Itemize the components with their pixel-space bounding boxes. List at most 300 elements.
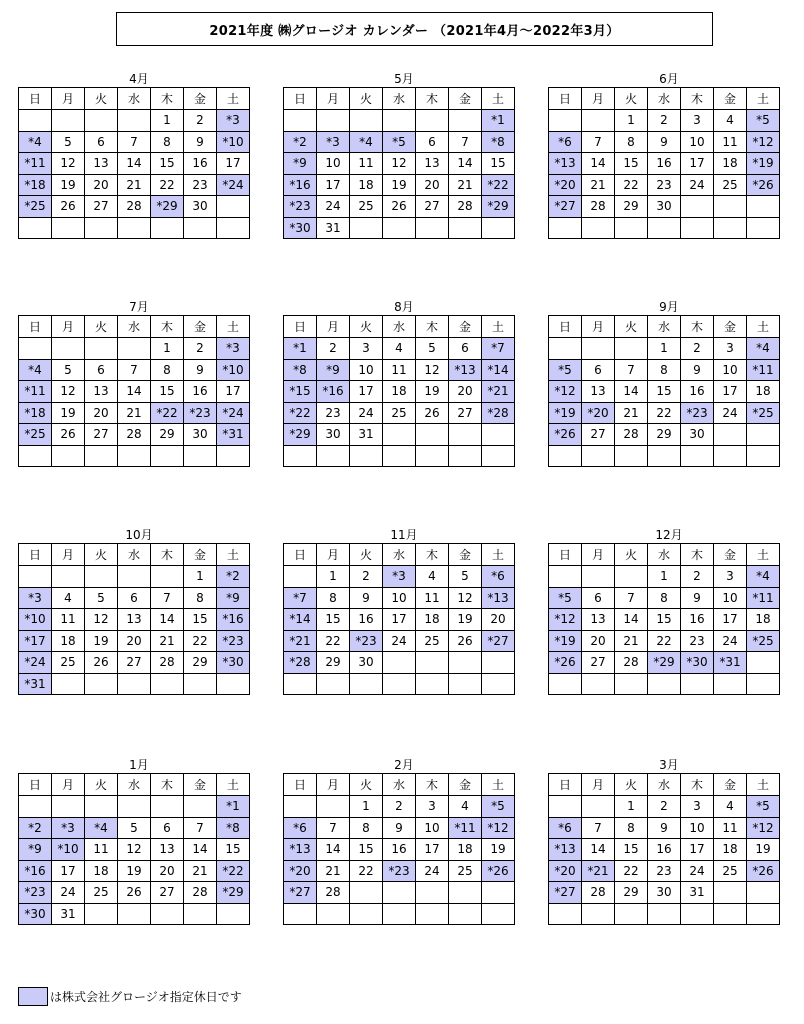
day-cell: 26 xyxy=(85,652,118,674)
day-cell: 25 xyxy=(350,196,383,218)
weekday-header-row xyxy=(19,88,250,110)
day-cell: 12 xyxy=(449,587,482,609)
day-cell: 28 xyxy=(615,652,648,674)
day-cell: 17 xyxy=(714,381,747,403)
day-cell: 11 xyxy=(52,609,85,631)
day-cell: 9 xyxy=(648,131,681,153)
day-cell: 15 xyxy=(151,153,184,175)
weekday-header: 日 xyxy=(284,88,317,110)
day-cell: 26 xyxy=(383,196,416,218)
holiday-swatch xyxy=(18,987,48,1006)
holiday-day-cell: *23 xyxy=(350,630,383,652)
holiday-day-cell: *12 xyxy=(747,131,780,153)
day-cell: 27 xyxy=(85,424,118,446)
day-cell: 28 xyxy=(184,882,217,904)
day-cell: 18 xyxy=(747,381,780,403)
day-cell: 27 xyxy=(582,652,615,674)
week-row xyxy=(284,882,515,904)
week-row xyxy=(19,839,250,861)
day-cell: 23 xyxy=(648,860,681,882)
holiday-day-cell: *27 xyxy=(284,882,317,904)
empty-cell xyxy=(151,566,184,588)
day-cell: 27 xyxy=(151,882,184,904)
holiday-day-cell: *8 xyxy=(217,817,250,839)
day-cell: 26 xyxy=(449,630,482,652)
week-row xyxy=(549,860,780,882)
week-row xyxy=(19,131,250,153)
empty-cell xyxy=(217,196,250,218)
weekday-header: 日 xyxy=(549,544,582,566)
weekday-header: 木 xyxy=(416,774,449,796)
day-cell: 18 xyxy=(714,153,747,175)
day-cell: 21 xyxy=(151,630,184,652)
weekday-header: 火 xyxy=(350,88,383,110)
day-cell: 4 xyxy=(52,587,85,609)
empty-cell xyxy=(118,338,151,360)
holiday-day-cell: *13 xyxy=(449,359,482,381)
empty-cell xyxy=(681,196,714,218)
week-row xyxy=(549,217,780,239)
weekday-header: 木 xyxy=(681,88,714,110)
day-cell: 2 xyxy=(184,110,217,132)
day-cell: 13 xyxy=(118,609,151,631)
day-cell: 19 xyxy=(449,609,482,631)
day-cell: 18 xyxy=(383,381,416,403)
holiday-day-cell: *19 xyxy=(549,402,582,424)
holiday-day-cell: *1 xyxy=(482,110,515,132)
day-cell: 1 xyxy=(184,566,217,588)
holiday-day-cell: *19 xyxy=(549,630,582,652)
holiday-day-cell: *7 xyxy=(284,587,317,609)
day-cell: 7 xyxy=(449,131,482,153)
weekday-header: 月 xyxy=(52,316,85,338)
calendar-title: 2021年度 ㈱グロージオ カレンダー （2021年4月～2022年3月） xyxy=(116,12,713,46)
empty-cell xyxy=(714,424,747,446)
holiday-day-cell: *20 xyxy=(549,174,582,196)
day-cell: 11 xyxy=(714,817,747,839)
holiday-day-cell: *8 xyxy=(284,359,317,381)
weekday-header: 火 xyxy=(85,544,118,566)
month-calendar xyxy=(283,300,515,467)
week-row xyxy=(549,153,780,175)
weekday-header: 水 xyxy=(648,774,681,796)
empty-cell xyxy=(747,903,780,925)
day-cell: 17 xyxy=(217,381,250,403)
empty-cell xyxy=(350,882,383,904)
holiday-day-cell: *16 xyxy=(284,174,317,196)
day-cell: 26 xyxy=(52,424,85,446)
empty-cell xyxy=(184,673,217,695)
week-row xyxy=(284,381,515,403)
day-cell: 27 xyxy=(449,402,482,424)
empty-cell xyxy=(449,882,482,904)
day-cell: 6 xyxy=(85,359,118,381)
day-cell: 11 xyxy=(383,359,416,381)
empty-cell xyxy=(714,882,747,904)
empty-cell xyxy=(317,673,350,695)
day-cell: 19 xyxy=(747,839,780,861)
holiday-day-cell: *25 xyxy=(747,630,780,652)
weekday-header: 日 xyxy=(284,774,317,796)
weekday-header: 土 xyxy=(482,544,515,566)
day-cell: 8 xyxy=(317,587,350,609)
weekday-header: 水 xyxy=(383,88,416,110)
empty-cell xyxy=(582,445,615,467)
day-cell: 18 xyxy=(449,839,482,861)
day-cell: 28 xyxy=(582,196,615,218)
weekday-header: 火 xyxy=(615,774,648,796)
empty-cell xyxy=(714,217,747,239)
day-cell: 13 xyxy=(416,153,449,175)
day-cell: 30 xyxy=(648,882,681,904)
month-label: 5月 xyxy=(394,72,414,86)
weekday-header: 月 xyxy=(52,544,85,566)
day-cell: 10 xyxy=(350,359,383,381)
empty-cell xyxy=(747,882,780,904)
day-cell: 17 xyxy=(681,839,714,861)
empty-cell xyxy=(449,217,482,239)
weekday-header: 木 xyxy=(681,316,714,338)
week-row xyxy=(284,630,515,652)
day-cell: 8 xyxy=(615,131,648,153)
week-row xyxy=(19,903,250,925)
empty-cell xyxy=(217,217,250,239)
day-cell: 28 xyxy=(118,424,151,446)
day-cell: 24 xyxy=(714,630,747,652)
day-cell: 7 xyxy=(615,587,648,609)
empty-cell xyxy=(747,196,780,218)
holiday-day-cell: *4 xyxy=(747,338,780,360)
day-cell: 1 xyxy=(615,796,648,818)
day-cell: 12 xyxy=(52,153,85,175)
week-row xyxy=(549,630,780,652)
holiday-day-cell: *20 xyxy=(549,860,582,882)
holiday-day-cell: *5 xyxy=(549,587,582,609)
day-cell: 7 xyxy=(582,817,615,839)
empty-cell xyxy=(151,217,184,239)
holiday-day-cell: *30 xyxy=(19,903,52,925)
holiday-day-cell: *29 xyxy=(151,196,184,218)
day-cell: 30 xyxy=(184,424,217,446)
day-cell: 13 xyxy=(85,381,118,403)
week-row xyxy=(549,110,780,132)
day-cell: 5 xyxy=(52,359,85,381)
day-cell: 21 xyxy=(118,174,151,196)
week-row xyxy=(284,445,515,467)
weekday-header: 日 xyxy=(284,316,317,338)
holiday-day-cell: *12 xyxy=(549,609,582,631)
day-cell: 9 xyxy=(184,131,217,153)
day-cell: 12 xyxy=(85,609,118,631)
month-label: 4月 xyxy=(129,72,149,86)
day-cell: 8 xyxy=(648,359,681,381)
weekday-header: 水 xyxy=(118,316,151,338)
month-label: 6月 xyxy=(659,72,679,86)
week-row xyxy=(549,381,780,403)
week-row xyxy=(549,796,780,818)
week-row xyxy=(19,217,250,239)
day-cell: 15 xyxy=(615,153,648,175)
day-cell: 1 xyxy=(350,796,383,818)
weekday-header: 金 xyxy=(714,544,747,566)
weekday-header: 金 xyxy=(449,316,482,338)
day-cell: 4 xyxy=(416,566,449,588)
weekday-header-row xyxy=(284,316,515,338)
weekday-header: 土 xyxy=(747,774,780,796)
week-row xyxy=(284,587,515,609)
month-calendar xyxy=(548,528,780,695)
empty-cell xyxy=(383,424,416,446)
day-cell: 8 xyxy=(648,587,681,609)
day-cell: 4 xyxy=(714,110,747,132)
holiday-day-cell: *23 xyxy=(184,402,217,424)
day-cell: 6 xyxy=(582,359,615,381)
weekday-header: 水 xyxy=(648,316,681,338)
empty-cell xyxy=(482,445,515,467)
day-cell: 14 xyxy=(449,153,482,175)
day-cell: 19 xyxy=(416,381,449,403)
weekday-header: 土 xyxy=(482,88,515,110)
weekday-header: 水 xyxy=(383,316,416,338)
weekday-header: 月 xyxy=(317,774,350,796)
day-cell: 11 xyxy=(416,587,449,609)
weekday-header: 土 xyxy=(747,316,780,338)
week-row xyxy=(284,903,515,925)
holiday-day-cell: *9 xyxy=(284,153,317,175)
day-cell: 3 xyxy=(714,566,747,588)
day-cell: 20 xyxy=(482,609,515,631)
empty-cell xyxy=(615,217,648,239)
week-row xyxy=(549,882,780,904)
weekday-header: 金 xyxy=(184,774,217,796)
empty-cell xyxy=(648,903,681,925)
day-cell: 5 xyxy=(118,817,151,839)
empty-cell xyxy=(19,217,52,239)
day-cell: 18 xyxy=(747,609,780,631)
month-calendar xyxy=(18,758,250,925)
day-cell: 2 xyxy=(648,796,681,818)
weekday-header: 金 xyxy=(449,774,482,796)
empty-cell xyxy=(151,673,184,695)
holiday-day-cell: *3 xyxy=(217,110,250,132)
day-cell: 15 xyxy=(151,381,184,403)
weekday-header: 月 xyxy=(317,544,350,566)
day-cell: 22 xyxy=(151,174,184,196)
empty-cell xyxy=(52,110,85,132)
empty-cell xyxy=(582,338,615,360)
holiday-day-cell: *9 xyxy=(317,359,350,381)
holiday-day-cell: *29 xyxy=(217,882,250,904)
empty-cell xyxy=(118,903,151,925)
holiday-day-cell: *6 xyxy=(549,131,582,153)
holiday-day-cell: *21 xyxy=(482,381,515,403)
empty-cell xyxy=(714,903,747,925)
holiday-day-cell: *4 xyxy=(19,359,52,381)
weekday-header: 金 xyxy=(449,544,482,566)
empty-cell xyxy=(52,566,85,588)
day-cell: 5 xyxy=(85,587,118,609)
day-cell: 28 xyxy=(582,882,615,904)
weekday-header-row xyxy=(19,544,250,566)
holiday-day-cell: *18 xyxy=(19,402,52,424)
day-cell: 29 xyxy=(615,882,648,904)
holiday-day-cell: *12 xyxy=(482,817,515,839)
weekday-header: 水 xyxy=(648,88,681,110)
empty-cell xyxy=(416,882,449,904)
empty-cell xyxy=(350,903,383,925)
empty-cell xyxy=(416,903,449,925)
day-cell: 29 xyxy=(648,424,681,446)
empty-cell xyxy=(217,673,250,695)
holiday-day-cell: *27 xyxy=(549,882,582,904)
holiday-day-cell: *28 xyxy=(284,652,317,674)
holiday-day-cell: *13 xyxy=(284,839,317,861)
weekday-header: 土 xyxy=(217,544,250,566)
empty-cell xyxy=(317,110,350,132)
weekday-header: 金 xyxy=(714,316,747,338)
day-cell: 26 xyxy=(416,402,449,424)
holiday-day-cell: *6 xyxy=(284,817,317,839)
day-cell: 20 xyxy=(118,630,151,652)
week-row xyxy=(549,196,780,218)
day-cell: 29 xyxy=(184,652,217,674)
day-cell: 17 xyxy=(383,609,416,631)
week-row xyxy=(19,359,250,381)
holiday-day-cell: *23 xyxy=(383,860,416,882)
empty-cell xyxy=(482,424,515,446)
weekday-header-row xyxy=(284,544,515,566)
day-cell: 19 xyxy=(118,860,151,882)
day-cell: 15 xyxy=(350,839,383,861)
holiday-day-cell: *12 xyxy=(549,381,582,403)
empty-cell xyxy=(681,217,714,239)
weekday-header: 金 xyxy=(184,316,217,338)
day-cell: 19 xyxy=(52,174,85,196)
holiday-day-cell: *22 xyxy=(284,402,317,424)
day-cell: 12 xyxy=(118,839,151,861)
holiday-day-cell: *3 xyxy=(19,587,52,609)
day-cell: 16 xyxy=(383,839,416,861)
day-cell: 17 xyxy=(52,860,85,882)
holiday-day-cell: *31 xyxy=(217,424,250,446)
day-cell: 30 xyxy=(184,196,217,218)
empty-cell xyxy=(615,445,648,467)
holiday-day-cell: *13 xyxy=(549,839,582,861)
holiday-day-cell: *27 xyxy=(482,630,515,652)
month-label: 8月 xyxy=(394,300,414,314)
empty-cell xyxy=(52,217,85,239)
day-cell: 29 xyxy=(151,424,184,446)
day-cell: 9 xyxy=(184,359,217,381)
day-cell: 9 xyxy=(681,359,714,381)
day-cell: 18 xyxy=(85,860,118,882)
day-cell: 6 xyxy=(416,131,449,153)
weekday-header: 土 xyxy=(482,316,515,338)
week-row xyxy=(284,839,515,861)
empty-cell xyxy=(549,566,582,588)
empty-cell xyxy=(747,673,780,695)
empty-cell xyxy=(416,110,449,132)
week-row xyxy=(19,381,250,403)
legend-text: は株式会社グロージオ指定休日です xyxy=(50,990,242,1004)
empty-cell xyxy=(284,445,317,467)
week-row xyxy=(19,174,250,196)
empty-cell xyxy=(118,110,151,132)
day-cell: 1 xyxy=(648,566,681,588)
day-cell: 13 xyxy=(85,153,118,175)
day-cell: 17 xyxy=(681,153,714,175)
week-row xyxy=(549,817,780,839)
empty-cell xyxy=(85,217,118,239)
empty-cell xyxy=(648,217,681,239)
empty-cell xyxy=(648,673,681,695)
week-row xyxy=(549,566,780,588)
weekday-header: 水 xyxy=(118,544,151,566)
empty-cell xyxy=(52,796,85,818)
day-cell: 20 xyxy=(151,860,184,882)
month-table xyxy=(283,87,515,239)
week-row xyxy=(284,217,515,239)
empty-cell xyxy=(747,652,780,674)
empty-cell xyxy=(449,903,482,925)
day-cell: 14 xyxy=(582,153,615,175)
empty-cell xyxy=(284,903,317,925)
day-cell: 1 xyxy=(317,566,350,588)
weekday-header: 火 xyxy=(615,88,648,110)
empty-cell xyxy=(284,673,317,695)
weekday-header: 火 xyxy=(85,774,118,796)
empty-cell xyxy=(118,566,151,588)
day-cell: 22 xyxy=(184,630,217,652)
day-cell: 24 xyxy=(416,860,449,882)
month-table xyxy=(283,543,515,695)
day-cell: 22 xyxy=(615,174,648,196)
day-cell: 7 xyxy=(317,817,350,839)
weekday-header: 木 xyxy=(416,88,449,110)
empty-cell xyxy=(747,217,780,239)
holiday-day-cell: *7 xyxy=(482,338,515,360)
day-cell: 24 xyxy=(350,402,383,424)
week-row xyxy=(284,673,515,695)
holiday-day-cell: *10 xyxy=(52,839,85,861)
holiday-day-cell: *9 xyxy=(19,839,52,861)
day-cell: 3 xyxy=(681,110,714,132)
holiday-day-cell: *5 xyxy=(747,110,780,132)
day-cell: 16 xyxy=(350,609,383,631)
day-cell: 10 xyxy=(714,359,747,381)
day-cell: 26 xyxy=(118,882,151,904)
month-calendar xyxy=(18,528,250,695)
weekday-header: 土 xyxy=(217,316,250,338)
day-cell: 17 xyxy=(714,609,747,631)
day-cell: 25 xyxy=(52,652,85,674)
weekday-header: 月 xyxy=(582,316,615,338)
month-label: 2月 xyxy=(394,758,414,772)
day-cell: 8 xyxy=(151,359,184,381)
day-cell: 24 xyxy=(681,174,714,196)
day-cell: 23 xyxy=(648,174,681,196)
day-cell: 28 xyxy=(151,652,184,674)
day-cell: 21 xyxy=(449,174,482,196)
day-cell: 21 xyxy=(184,860,217,882)
holiday-day-cell: *29 xyxy=(648,652,681,674)
empty-cell xyxy=(482,217,515,239)
empty-cell xyxy=(416,445,449,467)
holiday-day-cell: *16 xyxy=(19,860,52,882)
weekday-header: 月 xyxy=(582,544,615,566)
day-cell: 16 xyxy=(681,381,714,403)
holiday-day-cell: *14 xyxy=(284,609,317,631)
